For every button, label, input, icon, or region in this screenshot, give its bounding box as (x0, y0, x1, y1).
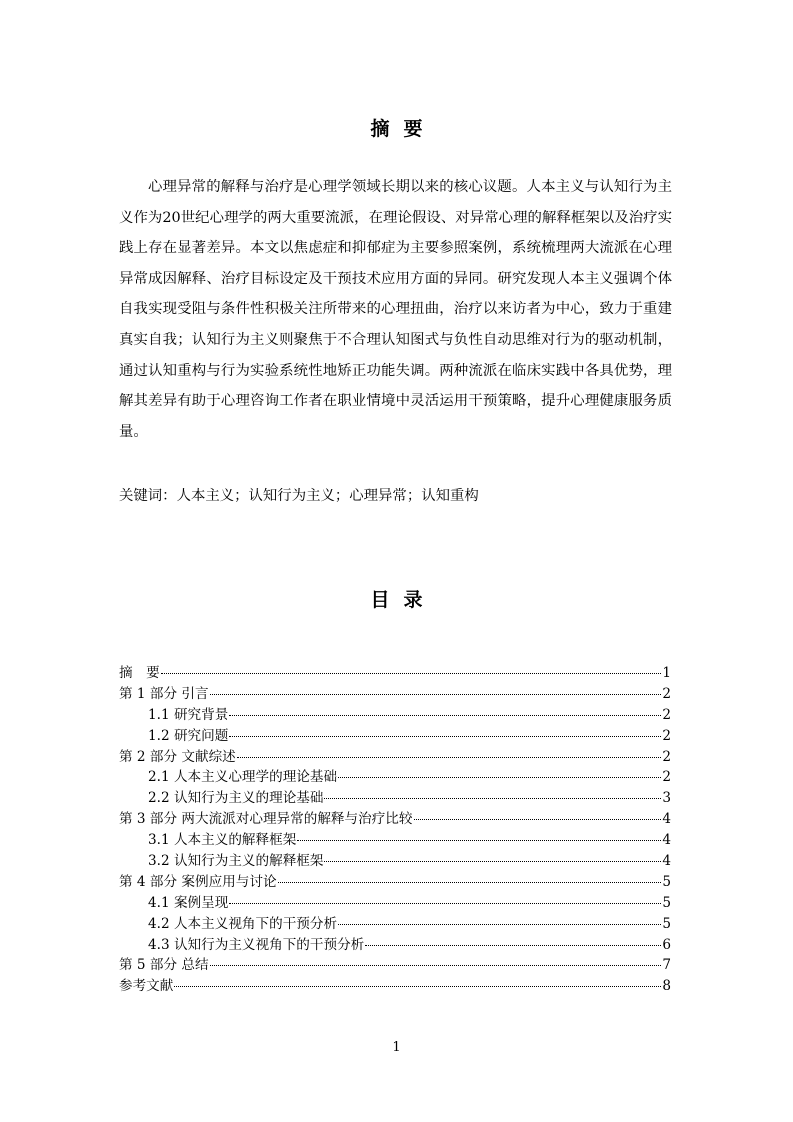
toc-entry-4-2[interactable] (119, 914, 671, 935)
toc-entry-page: 2 (662, 769, 671, 786)
toc-entry-label: 3.2 认知行为主义的解释框架 (148, 853, 324, 870)
toc-entry-1-1[interactable] (119, 705, 671, 726)
toc-leader-dots (237, 757, 662, 758)
toc-entry-page: 5 (662, 915, 671, 932)
toc-entry-part-4[interactable] (119, 872, 671, 893)
toc-entry-label: 第 1 部分 引言 (119, 685, 209, 702)
toc-entry-label: 1.1 研究背景 (148, 706, 229, 723)
toc-leader-dots (161, 673, 662, 674)
toc-entry-page: 5 (662, 894, 671, 911)
toc-entry-page: 3 (662, 790, 671, 807)
toc-entry-page: 6 (662, 936, 671, 953)
toc-entry-label: 3.1 人本主义的解释框架 (148, 832, 297, 849)
toc-entry-4-1[interactable] (119, 893, 671, 914)
toc-entry-3-2[interactable] (119, 851, 671, 872)
toc-entry-page: 2 (662, 706, 671, 723)
toc-entry-2-1[interactable] (119, 767, 671, 788)
toc-entry-page: 2 (662, 748, 671, 765)
toc-entry-2-2[interactable] (119, 788, 671, 809)
toc-entry-label: 2.1 人本主义心理学的理论基础 (148, 769, 338, 786)
toc-entry-page: 4 (662, 853, 671, 870)
toc-entry-page: 8 (662, 978, 671, 995)
toc-entry-1-2[interactable] (119, 726, 671, 747)
toc-entry-label: 1.2 研究问题 (148, 727, 229, 744)
toc-leader-dots (365, 945, 661, 946)
toc-leader-dots (338, 924, 661, 925)
toc-entry-page: 2 (662, 727, 671, 744)
abstract-title: 摘要 (370, 118, 437, 140)
toc-entry-abstract[interactable] (119, 663, 671, 684)
toc-entry-label: 参考文献 (119, 978, 174, 995)
toc-leader-dots (174, 986, 661, 987)
toc-entry-label: 第 5 部分 总结 (119, 957, 209, 974)
toc-leader-dots (338, 777, 661, 778)
toc-entry-part-3[interactable] (119, 809, 671, 830)
toc-entry-page: 7 (662, 957, 671, 974)
toc-entry-part-1[interactable] (119, 684, 671, 705)
toc-entry-label: 第 2 部分 文献综述 (119, 748, 236, 765)
toc-entry-references[interactable] (119, 976, 671, 997)
toc-entry-label: 第 3 部分 两大流派对心理异常的解释与治疗比较 (119, 811, 413, 828)
toc-entry-part-2[interactable] (119, 747, 671, 768)
toc-leader-dots (229, 715, 661, 716)
keywords-line: 关键词：人本主义；认知行为主义；心理异常；认知重构 (119, 488, 479, 504)
toc-entry-page: 5 (662, 873, 671, 890)
toc-leader-dots (414, 819, 662, 820)
toc-entry-4-3[interactable] (119, 935, 671, 956)
toc-entry-label: 4.2 人本主义视角下的干预分析 (148, 915, 338, 932)
toc-leader-dots (297, 840, 661, 841)
toc-entry-page: 2 (662, 685, 671, 702)
table-of-contents (119, 663, 671, 997)
toc-entry-label: 2.2 认知行为主义的理论基础 (148, 790, 324, 807)
toc-entry-label: 第 4 部分 案例应用与讨论 (119, 873, 277, 890)
toc-leader-dots (278, 882, 662, 883)
toc-entry-3-1[interactable] (119, 830, 671, 851)
toc-leader-dots (324, 798, 661, 799)
toc-entry-page: 1 (662, 665, 671, 681)
toc-entry-page: 4 (662, 832, 671, 849)
toc-entry-part-5[interactable] (119, 955, 671, 976)
toc-entry-label: 4.1 案例呈现 (148, 894, 229, 911)
toc-entry-page: 4 (662, 811, 671, 828)
page-number: 1 (392, 1040, 401, 1055)
toc-leader-dots (210, 694, 662, 695)
toc-entry-label: 摘 要 (119, 665, 160, 681)
toc-entry-label: 4.3 认知行为主义视角下的干预分析 (148, 936, 365, 953)
toc-leader-dots (324, 861, 661, 862)
toc-leader-dots (229, 736, 661, 737)
abstract-body: 心理异常的解释与治疗是心理学领域长期以来的核心议题。人本主义与认知行为主义作为20世纪心理学的两大重要流派，在理论假设、对异常心理的解释框架以及治疗实践上存在显著差异。本文以焦虑症和抑郁症为主要参照案例，系统梳理两大流派在心理异常成因解释、治疗目标设定及干预技术应用方面的异同。研究发现人本主义强调个体自我实现受阻与条件性积极关注所带来的心理扭曲，治疗以来访者为中心，致力于重建真实自我；认知行为主义则聚焦于不合理认知图式与负性自动思维对行为的驱动机制，通过认知重构与行为实验系统性地矫正功能失调。两种流派在临床实践中各具优势，理解其差异有助于心理咨询工作者在职业情境中灵活运用干预策略，提升心理健康服务质量。 (119, 179, 672, 440)
toc-leader-dots (210, 965, 662, 966)
toc-leader-dots (229, 903, 661, 904)
toc-title: 目录 (370, 589, 437, 611)
